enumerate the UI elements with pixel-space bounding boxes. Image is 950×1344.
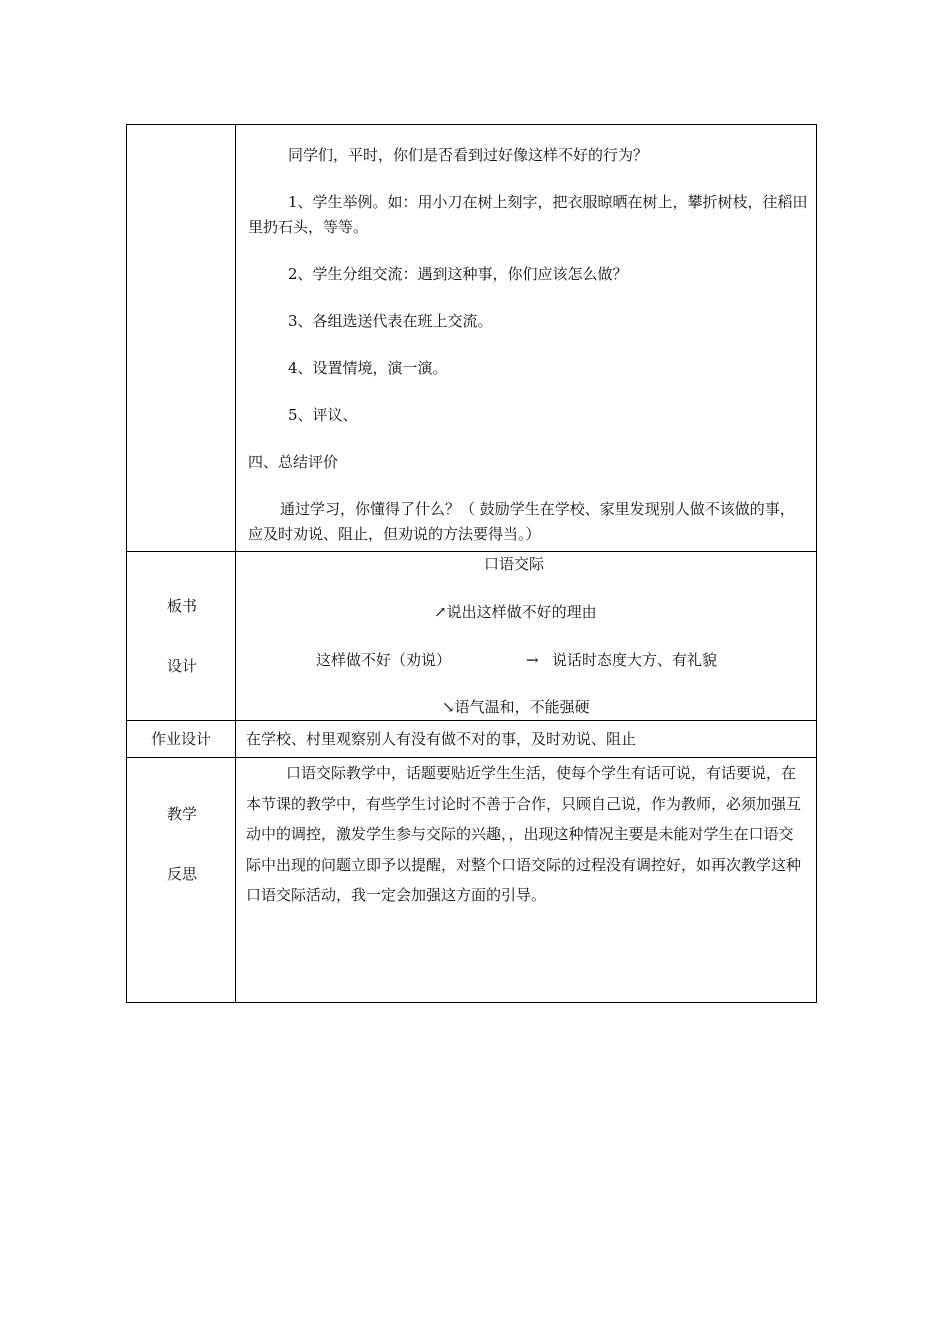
activity-content-cell: [236, 125, 817, 552]
step-2-text: 2、学生分组交流：遇到这种事，你们应该怎么做？: [288, 265, 628, 283]
board-branch-up: ↗说出这样做不好的理由: [434, 603, 597, 621]
board-branch-right: 说话时态度大方、有礼貌: [552, 651, 718, 669]
homework-content-cell: [236, 721, 817, 758]
board-center: 这样做不好（劝说）: [316, 651, 452, 669]
step-5-text: 5、评议、: [288, 406, 358, 424]
board-label-cell: [127, 552, 236, 721]
homework-text: 在学校、村里观察别人有没有做不对的事，及时劝说、阻止: [246, 730, 637, 748]
reflection-row: [127, 758, 817, 1003]
activity-label-cell: [127, 125, 236, 552]
homework-label: 作业设计: [127, 721, 236, 758]
reflection-text: 口语交际教学中，话题要贴近学生生活，使每个学生有话可说，有话要说，在本节课的教学中，有些学生讨论时不善于合作，只顾自己说，作为教师，必须加强互动中的调控，激发学生参与交际的兴趣，，出现这种情况主要是未能对学生在口语交际中出现的问题立即予以提醒，对整个口语交际的过程没有调控好，如再次教学这种口语交际活动，我一定会加强这方面的引导。: [246, 764, 802, 904]
board-design-row: [127, 552, 817, 721]
step-4-text: 4、设置情境，演一演。: [288, 359, 448, 377]
reflection-label-line1: 教学: [167, 805, 198, 823]
activity-row: [127, 125, 817, 552]
board-label-line2: 设计: [167, 657, 198, 675]
reflection-label-cell: [127, 758, 236, 1003]
lesson-plan-table: [126, 124, 817, 1003]
step-3-text: 3、各组选送代表在班上交流。: [288, 312, 493, 330]
step-1-text: 1、学生举例。如：用小刀在树上刻字，把衣服晾晒在树上，攀折树枝，往稻田里扔石头，等等。: [248, 193, 808, 236]
homework-row: [127, 721, 817, 758]
board-branch-down: ↘语气温和，不能强硬: [442, 698, 590, 716]
arrow-right-icon: →: [526, 651, 539, 669]
reflection-label-line2: 反思: [167, 865, 198, 883]
board-label-line1: 板书: [167, 597, 198, 615]
question-text: 同学们，平时，你们是否看到过好像这样不好的行为？: [288, 146, 649, 164]
board-title: 口语交际: [484, 555, 545, 573]
summary-text: 通过学习，你懂得了什么？（ 鼓励学生在学校、家里发现别人做不该做的事，应及时劝说、阻止，但劝说的方法要得当。）: [248, 500, 795, 543]
reflection-content-cell: [236, 758, 817, 1003]
board-content-cell: [236, 552, 817, 721]
section-4-heading: 四、总结评价: [248, 453, 339, 471]
